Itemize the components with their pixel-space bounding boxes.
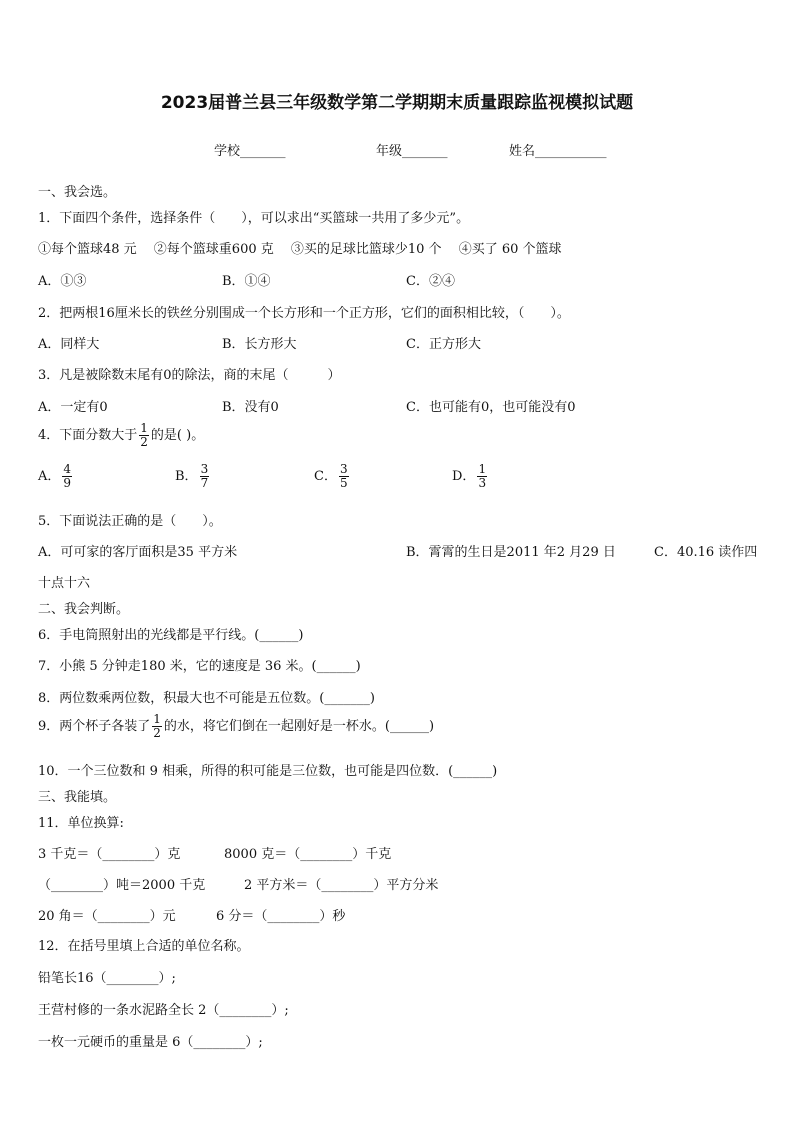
q1-option-b: B．①④	[222, 274, 271, 289]
page-title: 2023届普兰县三年级数学第二学期期末质量跟踪监视模拟试题	[160, 93, 634, 113]
name-field: 姓名___________	[509, 144, 607, 159]
q2-option-a: A．同样大	[38, 337, 100, 352]
q4-option-b-label: B．	[175, 469, 198, 484]
q12-text: 12．在括号里填上合适的单位名称。	[38, 939, 250, 954]
q5-option-c-continued: 十点十六	[38, 576, 91, 591]
q8-text: 8．两位数乘两位数，积最大也不可能是五位数。(_______)	[38, 691, 375, 706]
q4-option-c-fraction	[339, 463, 349, 490]
q11-row3-a: 20 角＝（________）元	[38, 909, 176, 924]
q4-option-b	[175, 463, 211, 490]
q11-row1-a: 3 千克＝（________）克	[38, 847, 181, 862]
q1-option-a: A．①③	[38, 274, 87, 289]
q10-text: 10．一个三位数和 9 相乘，所得的积可能是三位数，也可能是四位数．(______)	[38, 764, 498, 779]
q3-option-b: B．没有0	[222, 400, 279, 415]
school-field: 学校_______	[214, 144, 286, 159]
q3-option-c: C．也可能有0，也可能没有0	[406, 400, 576, 415]
q11-row2-a: （________）吨＝2000 千克	[38, 878, 206, 893]
q4-option-a-fraction	[62, 463, 72, 490]
q4-d-den: 3	[478, 476, 487, 490]
q4-option-c	[314, 463, 351, 490]
section-1-heading: 一、我会选。	[38, 185, 117, 200]
q4-c-den: 5	[339, 476, 348, 490]
q4-option-d-fraction	[477, 463, 487, 490]
q4-c-num: 3	[339, 462, 348, 476]
q4-a-den: 9	[63, 476, 72, 490]
q11-row3-b: 6 分＝（________）秒	[216, 909, 346, 924]
q11-row2-b: 2 平方米＝（________）平方分米	[244, 878, 439, 893]
q4-option-d-label: D．	[452, 469, 476, 484]
q3-option-a: A．一定有0	[38, 400, 108, 415]
section-2-heading: 二、我会判断。	[38, 602, 130, 617]
q4-text	[38, 422, 204, 449]
q11-text: 11．单位换算:	[38, 816, 124, 831]
q1-text: 1．下面四个条件，选择条件（ ），可以求出“买篮球一共用了多少元”。	[38, 211, 470, 226]
q4-fraction	[139, 422, 149, 449]
q4-option-d	[452, 463, 489, 490]
q4-pre: 4．下面分数大于	[38, 428, 138, 443]
section-3-heading: 三、我能填。	[38, 790, 117, 805]
q12-line-3: 一枚一元硬币的重量是 6（________）;	[38, 1035, 263, 1050]
q5-option-b: B．霄霄的生日是2011 年2 月29 日	[406, 545, 616, 560]
q1-conditions: ①每个篮球48 元 ②每个篮球重600 克 ③买的足球比篮球少10 个 ④买了 60 个篮球	[38, 242, 562, 257]
q7-text: 7．小熊 5 分钟走180 米，它的速度是 36 米。(______)	[38, 659, 361, 674]
q2-text: 2．把两根16厘米长的铁丝分别围成一个长方形和一个正方形，它们的面积相比较，（ ）。	[38, 306, 570, 321]
grade-field: 年级_______	[376, 144, 448, 159]
q4-option-a-label: A．	[38, 469, 61, 484]
q2-option-c: C．正方形大	[406, 337, 481, 352]
q9-fraction	[152, 713, 162, 740]
q9-frac-den: 2	[153, 726, 161, 740]
q2-option-b: B．长方形大	[222, 337, 297, 352]
q4-frac-den: 2	[140, 435, 148, 449]
q11-row1-b: 8000 克＝（________）千克	[224, 847, 392, 862]
q9-frac-num: 1	[153, 712, 161, 726]
q4-option-b-fraction	[200, 463, 210, 490]
q4-option-c-label: C．	[314, 469, 337, 484]
q4-a-num: 4	[63, 462, 72, 476]
q5-option-a: A．可可家的客厅面积是35 平方米	[38, 545, 238, 560]
q4-b-num: 3	[200, 462, 209, 476]
q9-pre: 9．两个杯子各装了	[38, 719, 151, 734]
q3-text: 3．凡是被除数末尾有0的除法，商的末尾（ ）	[38, 368, 341, 383]
q4-option-a	[38, 463, 74, 490]
q12-line-2: 王营村修的一条水泥路全长 2（________）;	[38, 1003, 289, 1018]
q1-option-c: C．②④	[406, 274, 455, 289]
q4-post: 的是( )。	[150, 428, 205, 443]
q6-text: 6．手电筒照射出的光线都是平行线。(______)	[38, 628, 304, 643]
q9-text	[38, 713, 434, 740]
q9-post: 的水，将它们倒在一起刚好是一杯水。(______)	[163, 719, 435, 734]
q5-option-c: C．40.16 读作四	[654, 545, 758, 560]
q4-b-den: 7	[200, 476, 209, 490]
q12-line-1: 铅笔长16（________）;	[38, 971, 176, 986]
q5-text: 5．下面说法正确的是（ ）。	[38, 514, 222, 529]
q4-d-num: 1	[478, 462, 487, 476]
q4-frac-num: 1	[140, 421, 148, 435]
